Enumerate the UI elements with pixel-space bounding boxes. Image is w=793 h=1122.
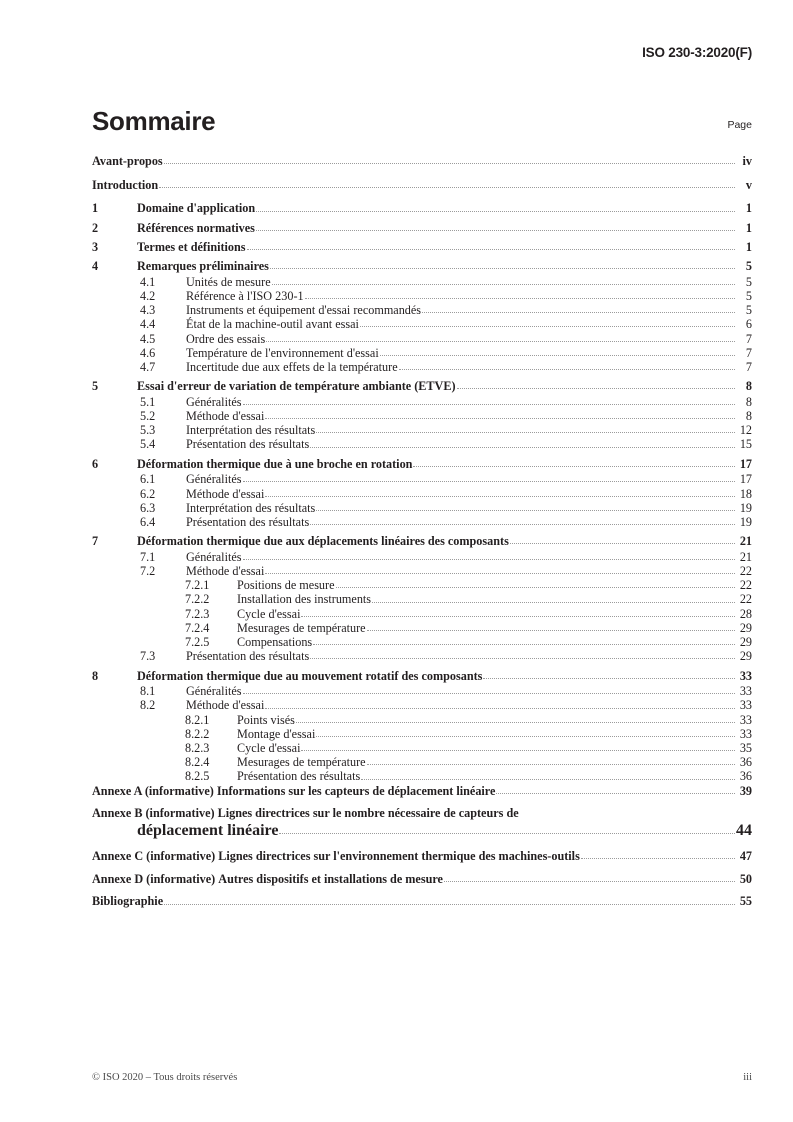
toc-entry-subclause[interactable] [92,304,752,316]
toc-entry-label: Présentation des résultats [237,769,361,784]
dot-leader [496,786,735,796]
toc-entry-number: 4.2 [140,288,156,303]
toc-entry-subclause[interactable] [92,565,752,577]
dot-leader [256,223,735,233]
toc-entry-number: 2 [92,220,99,235]
toc-entry-label: Unités de mesure [186,274,271,289]
dot-leader [305,291,735,301]
toc-page-number: 5 [745,274,752,289]
toc-page-number: 55 [739,894,752,909]
toc-entry-subclause[interactable] [92,473,752,485]
toc-annex-line [92,850,752,862]
toc-entry-number: 7.2.2 [185,592,210,607]
toc-entry-label: Mesurages de température [237,620,366,635]
toc-entry-label: Présentation des résultats [186,649,310,664]
dot-leader [243,686,736,696]
toc-entry-clause[interactable] [92,202,752,214]
annex-title: Informations sur les capteurs de déplacement linéaire [216,783,496,798]
toc-entry-number: 4.7 [140,359,156,374]
toc-page-number: 33 [739,712,752,727]
toc-entry-subclause[interactable] [92,410,752,422]
toc-entry-label: Interprétation des résultats [186,500,316,515]
toc-page-number: 19 [739,500,752,515]
toc-page-number: 21 [739,534,752,549]
toc-entry-number: 8.2 [140,698,156,713]
toc-entry-number: 7.3 [140,649,156,664]
dot-leader [301,743,735,753]
toc-entry-number: 5.1 [140,394,156,409]
toc-entry-label: Méthode d'essai [186,564,265,579]
toc-page-number: 19 [739,514,752,529]
toc-entry-number: 7.2.3 [185,606,210,621]
toc-entry-label: Généralités [186,472,242,487]
toc-entry-label: Termes et définitions [137,239,246,254]
toc-page-number: 1 [745,201,752,216]
annex-kind: (informative) [145,806,218,821]
toc-page-number: 22 [739,564,752,579]
toc-entry-label: Température de l'environnement d'essai [186,345,379,360]
dot-leader [310,517,735,527]
dot-leader [296,715,735,725]
toc-entry-number: 8.2.3 [185,741,210,756]
toc-entry-number: 6 [92,456,99,471]
toc-entry-label: Généralités [186,684,242,699]
toc-entry-label: Incertitude due aux effets de la température [186,359,398,374]
toc-entry-number: 8 [92,668,99,683]
toc-entry-label: Méthode d'essai [186,486,265,501]
dot-leader [265,701,735,711]
toc-page-number: 33 [739,698,752,713]
toc-entry-subclause[interactable] [92,650,752,662]
toc-entry-label: Avant-propos [92,154,163,168]
annex-title: Autres dispositifs et installations de mesure [218,871,443,886]
dot-leader [444,874,735,884]
toc-entry-label: Interprétation des résultats [186,423,316,438]
toc-entry-number: 4.3 [140,303,156,318]
toc-entry-subclause[interactable] [92,516,752,528]
toc-entry-label: Introduction [92,177,159,192]
toc-page-number: 1 [745,220,752,235]
dot-leader [164,897,735,907]
toc-entry-label: Installation des instruments [237,592,372,607]
toc-page-number: 22 [739,578,752,593]
toc-entry-annex[interactable] [92,873,752,885]
toc-entry-number: 8.1 [140,684,156,699]
toc-page-number: 28 [739,606,752,621]
toc-entry-label: Déformation thermique due à une broche en rotation [137,456,413,471]
toc-page-number: 35 [739,741,752,756]
toc-entry-number: 7.2.4 [185,620,210,635]
toc-entry-label: État de la machine-outil avant essai [186,317,359,332]
toc-page-number: 36 [739,769,752,784]
annex-title-continued: déplacement linéaire [137,821,279,839]
toc-entry-subclause[interactable] [92,333,752,345]
toc-entry-clause[interactable] [92,535,752,547]
dot-leader [483,671,735,681]
footer-folio: iii [743,1072,752,1083]
toc-entry-number: 5.2 [140,409,156,424]
dot-leader [243,474,736,484]
dot-leader [316,729,735,739]
toc-title-row [92,108,752,134]
toc-annex-line [92,785,752,797]
dot-leader [380,348,735,358]
toc-page-number: 33 [739,684,752,699]
toc-entry-annex[interactable] [92,850,752,862]
toc-entry-subclause[interactable] [92,502,752,514]
toc-page-number: 8 [745,409,752,424]
toc-entry-subclause[interactable] [92,361,752,373]
dot-leader [361,772,735,782]
toc-page-number: 29 [739,649,752,664]
toc-page-number: v [745,177,752,192]
toc-entry-subsubclause[interactable] [92,770,752,782]
page-column-header: Page [727,119,752,131]
toc-entry-label: Cycle d'essai [237,606,301,621]
toc-entry-subclause[interactable] [92,276,752,288]
dot-leader [243,397,736,407]
toc-page-number: 6 [745,317,752,332]
toc-entry-number: 4.4 [140,317,156,332]
toc-entry-subsubclause[interactable] [92,579,752,591]
dot-leader [581,851,735,861]
toc-entry-front-matter[interactable] [92,155,752,167]
toc-entry-subclause[interactable] [92,424,752,436]
toc-entry-number: 8.2.2 [185,726,210,741]
toc-page-number: 21 [739,549,752,564]
dot-leader [266,334,735,344]
toc-page-number: 39 [739,783,752,798]
toc-entry-label: Références normatives [137,220,255,235]
toc-entry-number: 5.4 [140,437,156,452]
toc-entry-clause[interactable] [92,380,752,392]
dot-leader [270,261,735,271]
toc-entry-bibliography[interactable] [92,895,752,907]
dot-leader [159,180,735,190]
toc-entry-clause[interactable] [92,241,752,253]
toc-entry-subsubclause[interactable] [92,593,752,605]
dot-leader [301,609,735,619]
toc-entry-number: 5 [92,379,99,394]
dot-leader [316,425,735,435]
dot-leader [399,362,735,372]
toc-page-number: 17 [739,456,752,471]
toc-entry-subclause[interactable] [92,551,752,563]
dot-leader [422,305,735,315]
toc-entry-number: 4.6 [140,345,156,360]
toc-entry-subclause[interactable] [92,488,752,500]
toc-entry-clause[interactable] [92,670,752,682]
toc-entry-subclause[interactable] [92,318,752,330]
toc-entry-subclause[interactable] [92,347,752,359]
toc-entry-number: 8.2.5 [185,769,210,784]
toc-entry-label: Remarques préliminaires [137,259,269,274]
toc-annex-line-continued [92,822,752,840]
dot-leader [247,242,735,252]
dot-leader [279,826,735,836]
toc-entry-subclause[interactable] [92,699,752,711]
toc-entry-subsubclause[interactable] [92,636,752,648]
toc-entry-label: Compensations [237,635,313,650]
toc-entry-number: 7.2.1 [185,578,210,593]
toc-entry-number: 1 [92,201,99,216]
toc-entry-label: Déformation thermique due aux déplacements linéaires des composants [137,534,509,549]
toc-entry-number: 4.5 [140,331,156,346]
dot-leader [310,440,735,450]
toc-page-number: 17 [739,472,752,487]
toc-page-number: 5 [745,259,752,274]
toc-page-number: 33 [739,668,752,683]
toc-entry-number: 6.3 [140,500,156,515]
toc-annex-line [92,807,752,819]
toc-entry-subsubclause[interactable] [92,608,752,620]
toc-entry-front-matter[interactable] [92,179,752,191]
annex-kind: (informative) [146,871,219,886]
toc-page-number: 47 [739,849,752,864]
toc-entry-label: Points visés [237,712,295,727]
toc-entry-clause[interactable] [92,222,752,234]
toc-page-number: 12 [739,423,752,438]
toc-entry-clause[interactable] [92,458,752,470]
toc-entry-label: Déformation thermique due au mouvement rotatif des composants [137,668,483,683]
toc-entry-subsubclause[interactable] [92,728,752,740]
dot-leader [313,637,735,647]
annex-kind: (informative) [146,849,219,864]
toc-page-number: 8 [745,394,752,409]
dot-leader [164,156,735,166]
toc-page-number: 7 [745,359,752,374]
page-footer [92,1072,752,1083]
toc-entry-label: Instruments et équipement d'essai recommandés [186,303,422,318]
toc-page-number: 33 [739,726,752,741]
toc-entry-label: Généralités [186,549,242,564]
dot-leader [310,651,735,661]
toc-entry-number: 6.2 [140,486,156,501]
toc-entry-label: Présentation des résultats [186,514,310,529]
dot-leader [372,595,735,605]
toc-entry-annex[interactable] [92,807,752,839]
toc-entry-label: Bibliographie [92,894,164,909]
toc-entry-subclause[interactable] [92,396,752,408]
toc-page-number: iv [742,154,752,168]
toc-page-number: 7 [745,331,752,346]
toc-page-number: 29 [739,635,752,650]
toc-entry-number: 7.2.5 [185,635,210,650]
footer-copyright: © ISO 2020 – Tous droits réservés [92,1072,238,1083]
annex-kind: (informative) [144,783,217,798]
dot-leader [510,536,735,546]
toc-entry-number: 7.1 [140,549,156,564]
toc-entry-subsubclause[interactable] [92,714,752,726]
annex-title: Lignes directrices sur le nombre nécessaire de capteurs de [217,806,519,821]
dot-leader [256,204,735,214]
toc-entry-number: 8.2.1 [185,712,210,727]
toc-entry-label: Référence à l'ISO 230-1 [186,288,304,303]
toc-page-number: 8 [745,379,752,394]
toc-entry-number: 7 [92,534,99,549]
toc-entry-label: Cycle d'essai [237,741,301,756]
toc-entry-number: 5.3 [140,423,156,438]
toc-entry-subsubclause[interactable] [92,622,752,634]
page-title: Sommaire [92,106,216,136]
running-header-standard-ref: ISO 230-3:2020(F) [642,45,752,60]
toc-page-number: 5 [745,288,752,303]
toc-page-number: 1 [745,239,752,254]
dot-leader [316,503,735,513]
annex-prefix: Annexe D [92,871,147,886]
dot-leader [360,319,735,329]
annex-title: Lignes directrices sur l'environnement thermique des machines-outils [218,849,580,864]
annex-prefix: Annexe A [92,783,145,798]
toc-entry-label: Mesurages de température [237,755,366,770]
annex-prefix: Annexe B [92,806,146,821]
dot-leader [457,381,735,391]
toc-page-number: 29 [739,620,752,635]
toc-page-number: 18 [739,486,752,501]
dot-leader [243,552,736,562]
toc-entry-number: 6.1 [140,472,156,487]
toc-entry-subclause[interactable] [92,685,752,697]
toc-entry-subsubclause[interactable] [92,756,752,768]
toc-page-number: 50 [739,871,752,886]
toc-page-number: 44 [736,821,752,839]
dot-leader [367,757,735,767]
toc-entry-label: Méthode d'essai [186,409,265,424]
toc-entry-subclause[interactable] [92,438,752,450]
toc-entry-label: Ordre des essais [186,331,266,346]
toc-entry-label: Présentation des résultats [186,437,310,452]
dot-leader [265,566,735,576]
toc-entry-subsubclause[interactable] [92,742,752,754]
toc-entry-label: Méthode d'essai [186,698,265,713]
dot-leader [272,277,735,287]
toc-page-number: 7 [745,345,752,360]
toc-page-number: 5 [745,303,752,318]
dot-leader [265,411,735,421]
toc-annex-line [92,873,752,885]
toc-entry-clause[interactable] [92,260,752,272]
toc-page-number: 15 [739,437,752,452]
toc-entry-number: 3 [92,239,99,254]
toc-page-number: 36 [739,755,752,770]
toc-entry-number: 6.4 [140,514,156,529]
toc-entry-number: 7.2 [140,564,156,579]
toc-entry-number: 8.2.4 [185,755,210,770]
dot-leader [413,459,735,469]
toc-entry-number: 4 [92,259,99,274]
annex-prefix: Annexe C [92,849,147,864]
dot-leader [367,623,735,633]
dot-leader [265,489,735,499]
toc-entry-label: Essai d'erreur de variation de température ambiante (ETVE) [137,379,456,394]
toc-entry-number: 4.1 [140,274,156,289]
toc-page-number: 22 [739,592,752,607]
toc-entry-annex[interactable] [92,785,752,797]
dot-leader [336,580,736,590]
toc-entry-label: Montage d'essai [237,726,316,741]
table-of-contents [92,155,752,918]
toc-entry-subclause[interactable] [92,290,752,302]
toc-entry-label: Généralités [186,394,242,409]
toc-entry-label: Positions de mesure [237,578,335,593]
toc-entry-label: Domaine d'application [137,201,256,216]
